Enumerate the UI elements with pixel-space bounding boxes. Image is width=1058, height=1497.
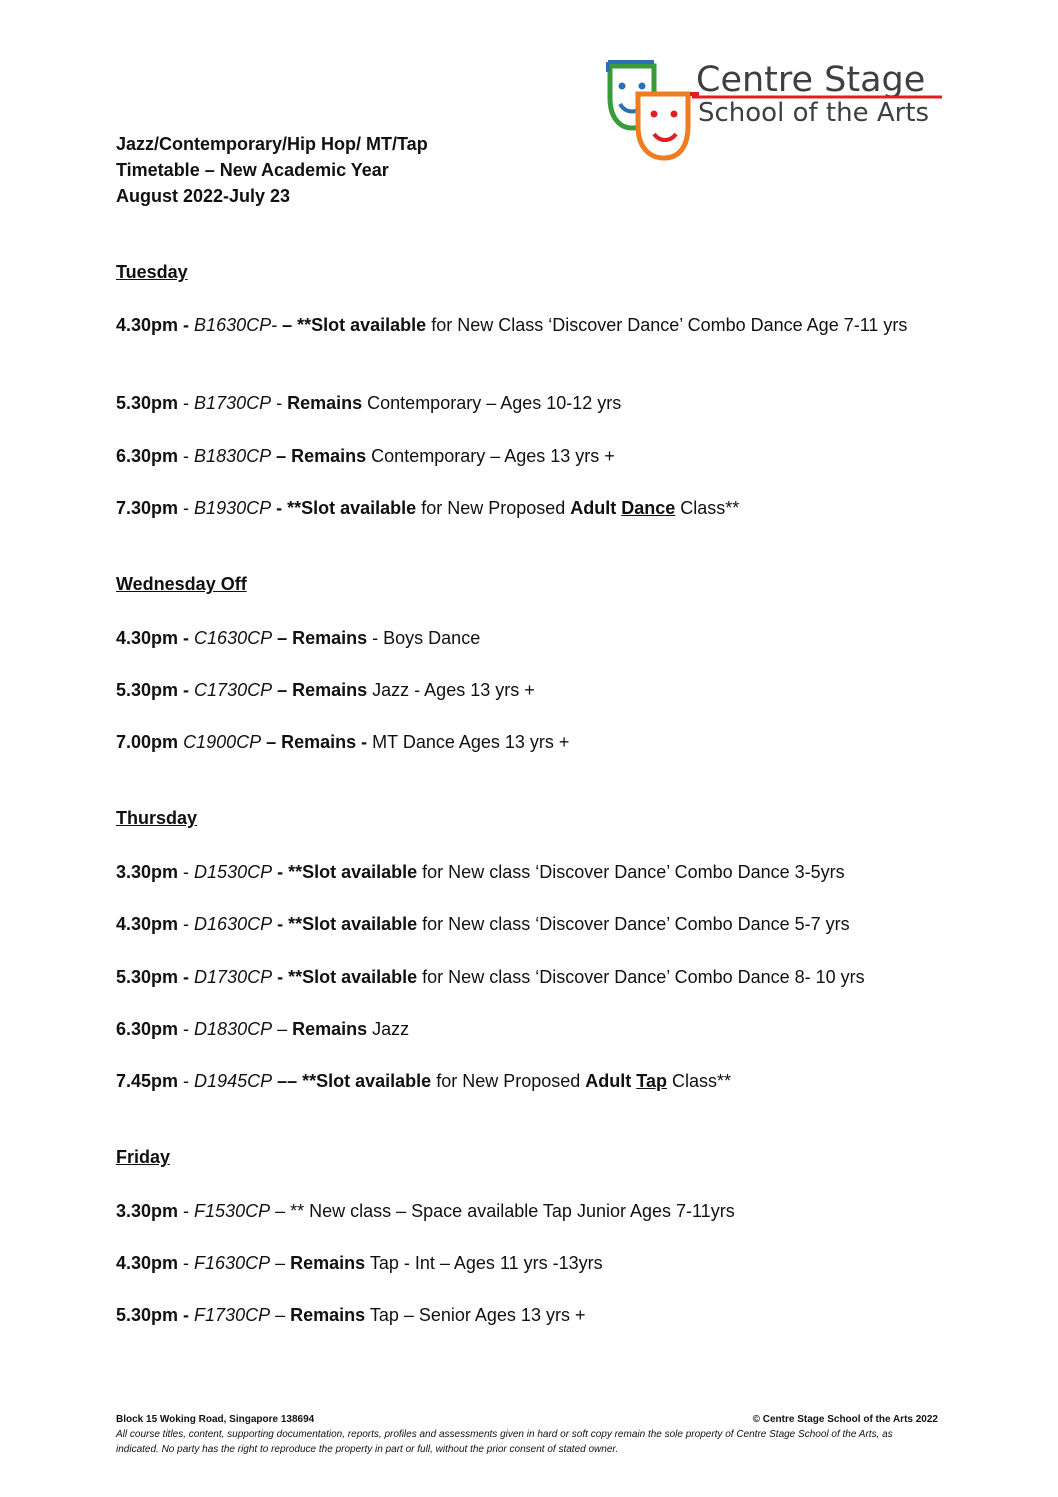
school-logo <box>604 60 944 164</box>
entry-time: 3.30pm <box>116 862 179 882</box>
page-footer <box>116 1412 938 1457</box>
entry-status: Remains - <box>281 732 368 752</box>
entry-separator: - <box>178 393 195 413</box>
schedule-entry <box>116 1302 931 1328</box>
entry-code: D1530CP <box>194 862 273 882</box>
entry-separator: – <box>272 680 293 700</box>
entry-description: for New Proposed <box>431 1071 586 1091</box>
schedule-entry <box>116 911 931 937</box>
entry-status: Slot available <box>302 914 418 934</box>
entry-status: Remains <box>292 680 368 700</box>
footer-copyright: © Centre Stage School of the Arts 2022 <box>752 1414 938 1425</box>
entry-description: for New class ‘Discover Dance’ Combo Dance 3-5yrs <box>417 862 845 882</box>
schedule-entry <box>116 443 931 469</box>
entry-separator: – <box>272 1019 293 1039</box>
entry-description: New class – Space available Tap Junior Ages 7-11yrs <box>309 1201 735 1221</box>
entry-description-end: Class** <box>675 498 740 518</box>
entry-code: D1945CP <box>194 1071 273 1091</box>
entry-separator: - <box>178 1201 195 1221</box>
entry-description: MT Dance Ages 13 yrs + <box>367 732 570 752</box>
schedule-entry <box>116 625 931 651</box>
entry-separator: - <box>178 1019 195 1039</box>
day-heading-thursday: Thursday <box>116 808 198 828</box>
logo-title: Centre Stage <box>696 60 926 100</box>
entry-time: 7.00pm <box>116 732 179 752</box>
day-heading-wednesday: Wednesday Off <box>116 574 247 594</box>
entry-separator: –– ** <box>272 1071 317 1091</box>
entry-description: for New class ‘Discover Dance’ Combo Dance 8- 10 yrs <box>417 967 865 987</box>
footer-row <box>116 1412 938 1427</box>
entry-separator: - <box>178 1305 195 1325</box>
entry-separator: - <box>178 680 195 700</box>
logo-subtitle: School of the Arts <box>698 98 930 128</box>
entry-time: 3.30pm <box>116 1201 179 1221</box>
entry-time: 5.30pm <box>116 1305 179 1325</box>
entry-separator: – ** <box>270 1201 310 1221</box>
entry-description: Tap - Int – Ages 11 yrs -13yrs <box>365 1253 603 1273</box>
entry-code: B1630CP- <box>194 315 278 335</box>
entry-separator: - <box>178 914 195 934</box>
entry-time: 6.30pm <box>116 1019 179 1039</box>
entry-status: Remains <box>291 446 367 466</box>
entry-status: Slot available <box>302 862 418 882</box>
document-header <box>116 131 428 209</box>
entry-code: F1730CP <box>194 1305 271 1325</box>
footer-address: Block 15 Woking Road, Singapore 138694 <box>116 1414 315 1425</box>
schedule-entry <box>116 1250 931 1276</box>
schedule-entry <box>116 390 931 416</box>
entry-separator: – <box>270 1253 291 1273</box>
entry-description-end: Class** <box>666 1071 731 1091</box>
entry-separator: – <box>272 628 293 648</box>
entry-status: Slot available <box>316 1071 432 1091</box>
schedule-entry <box>116 495 931 521</box>
entry-code: F1530CP <box>194 1201 271 1221</box>
entry-status: Remains <box>292 1019 368 1039</box>
header-line-3: August 2022-July 23 <box>116 186 291 206</box>
schedule-entry <box>116 1198 931 1224</box>
entry-code: B1930CP <box>194 498 272 518</box>
entry-description: Tap – Senior Ages 13 yrs + <box>365 1305 586 1325</box>
theatre-masks-icon <box>604 60 699 164</box>
entry-description: for New class ‘Discover Dance’ Combo Dance 5-7 yrs <box>417 914 850 934</box>
entry-status: Slot available <box>311 315 427 335</box>
entry-code: C1730CP <box>194 680 273 700</box>
entry-status: Slot available <box>302 967 418 987</box>
entry-time: 7.45pm <box>116 1071 179 1091</box>
entry-status: Remains <box>292 628 368 648</box>
entry-description: Jazz - Ages 13 yrs + <box>367 680 535 700</box>
entry-code: C1900CP <box>183 732 262 752</box>
entry-separator: - <box>178 1253 195 1273</box>
header-line-2: Timetable – New Academic Year <box>116 160 389 180</box>
entry-code: F1630CP <box>194 1253 271 1273</box>
entry-audience: Adult <box>585 1071 632 1091</box>
entry-status: Remains <box>290 1305 366 1325</box>
entry-separator: - <box>178 315 195 335</box>
entry-time: 4.30pm <box>116 315 179 335</box>
entry-status: Slot available <box>301 498 417 518</box>
header-line-1: Jazz/Contemporary/Hip Hop/ MT/Tap <box>116 134 428 154</box>
entry-separator: – <box>261 732 282 752</box>
entry-code: D1830CP <box>194 1019 273 1039</box>
entry-separator: - <box>178 628 195 648</box>
entry-separator: - <box>178 498 195 518</box>
day-heading-tuesday: Tuesday <box>116 262 188 282</box>
schedule-entry <box>116 312 931 338</box>
entry-time: 5.30pm <box>116 393 179 413</box>
entry-time: 7.30pm <box>116 498 179 518</box>
entry-class-type: Tap <box>636 1071 667 1091</box>
entry-time: 5.30pm <box>116 967 179 987</box>
entry-separator: - <box>178 967 195 987</box>
entry-time: 4.30pm <box>116 628 179 648</box>
schedule-entry <box>116 729 931 755</box>
entry-separator: - ** <box>272 862 303 882</box>
entry-separator: – <box>270 1305 291 1325</box>
entry-time: 4.30pm <box>116 1253 179 1273</box>
entry-separator: - <box>178 1071 195 1091</box>
entry-description: Jazz <box>367 1019 410 1039</box>
footer-legal-notice: All course titles, content, supporting documentation, reports, profiles and assessments given in hard or soft copy remain the sole property of Centre Stage School of the Arts, as indicated. No party has the right to reproduce the property in part or full, without the prior consent of stated owner. <box>116 1429 893 1455</box>
entry-status: Remains <box>287 393 363 413</box>
entry-time: 5.30pm <box>116 680 179 700</box>
entry-description: Contemporary – Ages 10-12 yrs <box>362 393 622 413</box>
entry-description: Contemporary – Ages 13 yrs + <box>366 446 615 466</box>
entry-separator: - ** <box>271 498 302 518</box>
entry-class-type: Dance <box>621 498 676 518</box>
entry-separator: - ** <box>272 914 303 934</box>
entry-code: D1730CP <box>194 967 273 987</box>
entry-description: for New Proposed <box>416 498 571 518</box>
day-heading-friday: Friday <box>116 1147 171 1167</box>
entry-separator: – <box>271 446 292 466</box>
entry-time: 4.30pm <box>116 914 179 934</box>
schedule-entry <box>116 677 931 703</box>
entry-separator: - <box>178 446 195 466</box>
entry-code: C1630CP <box>194 628 273 648</box>
entry-code: B1730CP <box>194 393 272 413</box>
schedule-entry <box>116 964 931 990</box>
entry-description: - Boys Dance <box>367 628 481 648</box>
schedule-entry <box>116 1016 931 1042</box>
entry-separator: - ** <box>272 967 303 987</box>
entry-separator: – ** <box>277 315 312 335</box>
entry-time: 6.30pm <box>116 446 179 466</box>
schedule-entry <box>116 1068 931 1094</box>
entry-status: Remains <box>290 1253 366 1273</box>
entry-code: D1630CP <box>194 914 273 934</box>
entry-separator: - <box>271 393 288 413</box>
entry-description: for New Class ‘Discover Dance’ Combo Dance Age 7-11 yrs <box>426 315 908 335</box>
entry-separator: - <box>178 862 195 882</box>
schedule-entry <box>116 859 931 885</box>
entry-audience: Adult <box>570 498 617 518</box>
entry-code: B1830CP <box>194 446 272 466</box>
